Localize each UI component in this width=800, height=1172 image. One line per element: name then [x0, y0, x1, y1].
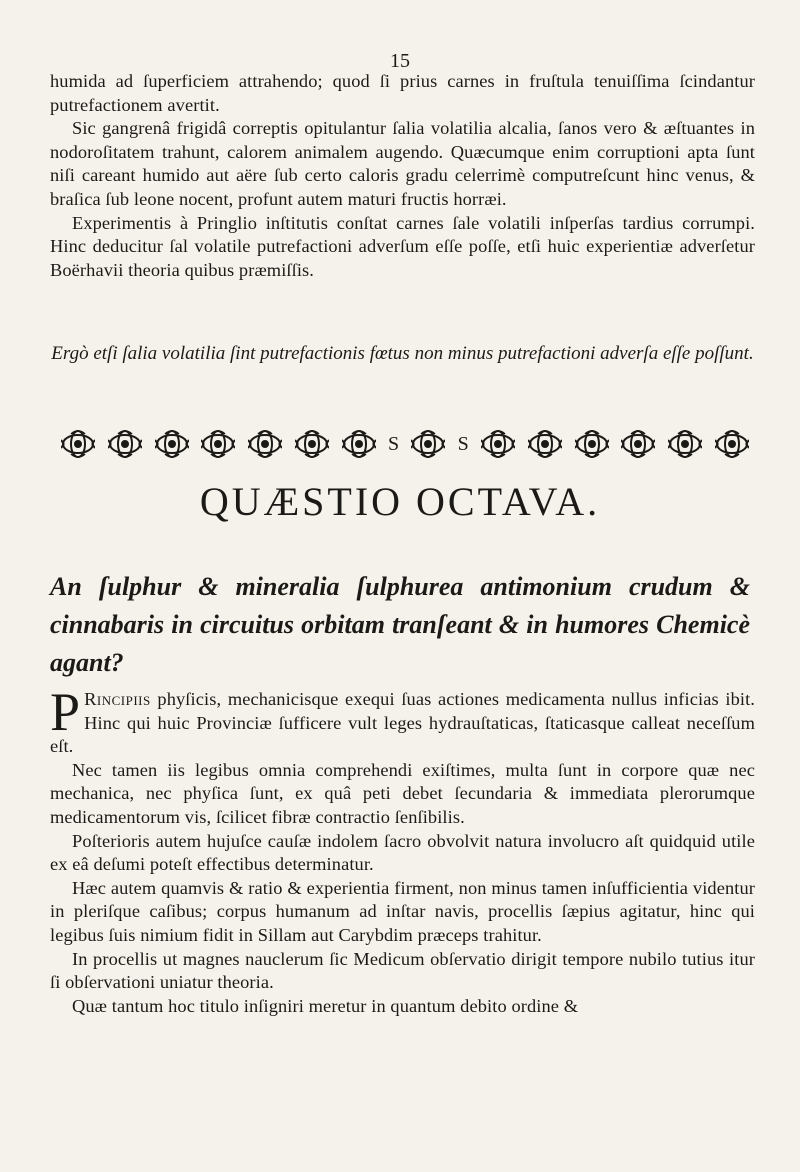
fleuron-icon [154, 427, 190, 461]
drop-cap: P [50, 682, 81, 742]
fleuron-icon [294, 427, 330, 461]
paragraph: Hæc autem quamvis & ratio & experientia firment, non minus tamen inſufficientia videntur in pleriſque caſibus; corpus humanum ad inſtar navis, procellis ſæpius agitatur, hinc qui legibus ſuis nimium fidit in Sillam aut Carybdim præceps trahitur. [50, 877, 755, 945]
fleuron-icon [574, 427, 610, 461]
fleuron-icon [667, 427, 703, 461]
fleuron-icon [714, 427, 750, 461]
paragraph: humida ad ſuperficiem attrahendo; quod ſi prius carnes in fruſtula tenuiſſima ſcindantur putrefactionem avertit. [50, 71, 755, 115]
paragraph: In procellis ut magnes nauclerum ſic Medicum obſervatio dirigit tempore nubilo tutius itur ſi obſervationi uniatur theoria. [50, 948, 755, 993]
paragraph: Quæ tantum hoc titulo inſigniri meretur in quantum debito ordine & [72, 995, 579, 1016]
fleuron-icon [200, 427, 236, 461]
fleuron-icon [410, 427, 446, 461]
body-text-block [50, 682, 755, 1018]
ornament-letter: S [388, 432, 400, 455]
section-title: QUÆSTIO OCTAVA. [199, 479, 601, 524]
question-heading: An ſulphur & mineralia ſulphurea antimonium crudum & cinnabaris in circuitus orbitam tranſeant & in humores Chemicè agant? [50, 572, 750, 677]
first-word: Rincipiis [84, 689, 151, 709]
paragraph: Nec tamen iis legibus omnia comprehendi exiſtimes, multa ſunt in corpore quæ nec mechanica, nec phyſica ſunt, ex quâ peti debet ſecundaria & immediata plerorumque medicamentorum vis, ſcilicet fibræ contractio ſenſibilis. [50, 759, 755, 827]
fleuron-icon [60, 427, 96, 461]
paragraph: Poſterioris autem hujuſce cauſæ indolem ſacro obvolvit natura involucro aſt quidquid utile ex eâ deſumi poteſt effectibus determinatur. [50, 830, 755, 875]
ornament-band [60, 425, 750, 463]
fleuron-icon [527, 427, 563, 461]
top-text-block [50, 70, 755, 282]
fleuron-icon [247, 427, 283, 461]
first-paragraph [50, 682, 755, 759]
conclusion-text: Ergò etſi ſalia volatilia ſint putrefactionis fœtus non minus putrefactioni adverſa eſſe poſſunt. [51, 343, 754, 364]
fleuron-icon [620, 427, 656, 461]
paragraph: Sic gangrenâ frigidâ correptis opitulantur ſalia volatilia alcalia, ſanos vero & æſtuantes in nodoroſitatem trahunt, calorem animalem augendo. Quæcumque enim corruptioni apta ſunt niſi careant humido aut aëre ſub certo caloris gradu celerrimè computreſcunt hinc venus, & braſica ſub leone nocent, profunt autem maturi fructis horræi. [50, 118, 755, 209]
paragraph-text: phyſicis, mechanicisque exequi ſuas actiones medicamenta nullus inficias ibit. Hinc qui huic Provinciæ ſufficere vult leges hydrauſtaticas, ſtaticasque calleat neceſſum eſt. [50, 689, 755, 757]
ornament-letter: S [457, 432, 469, 455]
fleuron-icon [341, 427, 377, 461]
paragraph: Experimentis à Pringlio inſtitutis conſtat carnes ſale volatili inſperſas tardius corrumpi. Hinc deducitur ſal volatile putrefactioni adverſum eſſe poſſe, etſi huic experientiæ adverſetur Boërhavii theoria quibus præmiſſis. [50, 212, 755, 280]
fleuron-icon [480, 427, 516, 461]
page-number: 15 [390, 50, 410, 72]
fleuron-icon [107, 427, 143, 461]
